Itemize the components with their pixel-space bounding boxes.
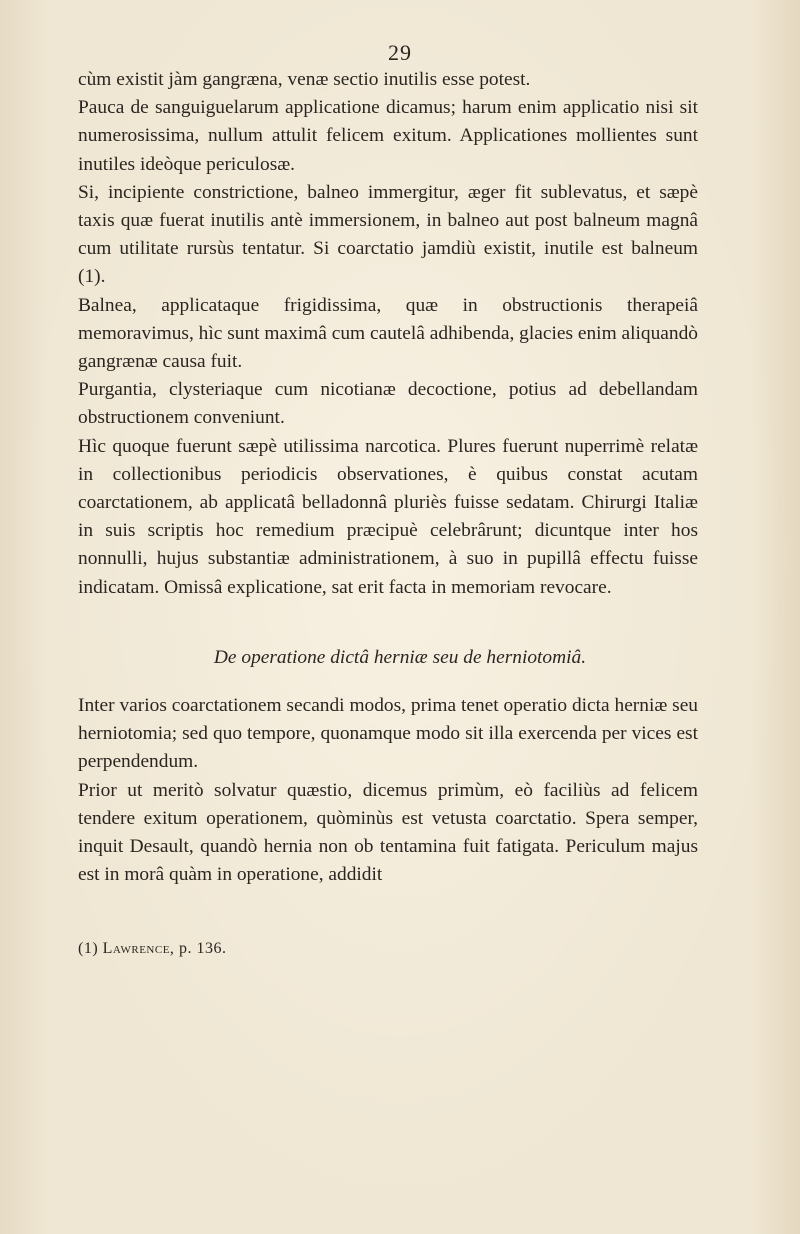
footnote-marker: (1) (78, 940, 99, 957)
paragraph: Balnea, applicataque frigidissima, quæ in obstructionis therapeiâ memoravimus, hìc sunt maximâ cum cautelâ adhibenda, glacies enim aliquandò gangrænæ causa fuit. (78, 294, 698, 373)
paragraph: Si, incipiente constrictione, balneo immergitur, æger fit sublevatus, et sæpè taxis quæ fuerat inutilis antè immersionem, in balneo aut post balneum magnâ cum utilitate rursùs tentatur. Si coarctatio jamdiù existit, inutile est balneum (1). (78, 181, 698, 288)
section-heading: De operatione dictâ herniæ seu de herniotomiâ. (213, 647, 587, 668)
section-text-block (78, 692, 698, 889)
footnote-page-ref: p. 136. (178, 940, 227, 957)
footnote (78, 940, 226, 958)
footnote-author: Lawrence, (102, 940, 175, 957)
paragraph: Hìc quoque fuerunt sæpè utilissima narcotica. Plures fuerunt nuperrimè relatæ in collectionibus periodicis observationes, è quibus constat acutam coarctationem, ab applicatâ belladonnâ pluriès fuisse sedatam. Chirurgi Italiæ in suis scriptis hoc remedium præcipuè celebrârunt; dicuntque inter hos nonnulli, hujus substantiæ administrationem, à suo in pupillâ effectu fuisse indicatam. Omissâ explicatione, sat erit facta in memoriam revocare. (78, 435, 698, 598)
paragraph: Inter varios coarctationem secandi modos, prima tenet operatio dicta herniæ seu herniotomia; sed quo tempore, quonamque modo sit illa exercenda per vices est perpendendum. (78, 695, 698, 773)
paragraph: Pauca de sanguiguelarum applicatione dicamus; harum enim applicatio nisi sit numerosissima, nullum attulit felicem exitum. Applicationes mollientes sunt inutiles ideòque periculosæ. (78, 97, 698, 175)
paragraph: cùm existit jàm gangræna, venæ sectio inutilis esse potest. (78, 69, 531, 90)
paragraph: Purgantia, clysteriaque cum nicotianæ decoctione, potius ad debellandam obstructionem conveniunt. (78, 379, 698, 429)
paragraph: Prior ut meritò solvatur quæstio, dicemus primùm, eò faciliùs ad felicem tendere exitum operationem, quòminùs est vetusta coarctatio. Spera semper, inquit Desault, quandò hernia non ob tentamina fuit fatigata. Periculum majus est in morâ quàm in operatione, addidit (78, 779, 698, 886)
page-number: 29 (388, 40, 412, 65)
main-text-block (78, 66, 698, 602)
